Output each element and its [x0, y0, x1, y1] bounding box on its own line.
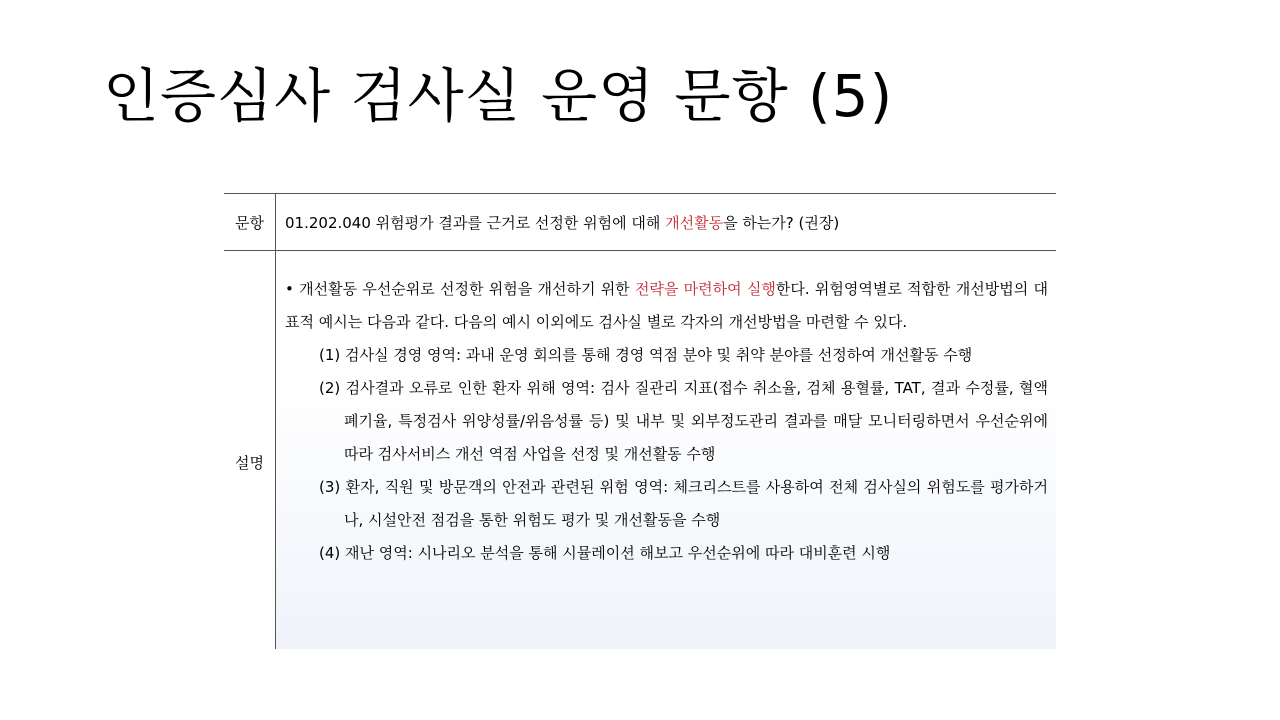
criteria-table: [224, 193, 1056, 649]
slide-title: 인증심사 검사실 운영 문항 (5): [103, 62, 894, 130]
description-row: [224, 251, 1056, 650]
item-label: 문항: [224, 194, 276, 251]
description-sub-item-3: (3) 환자, 직원 및 방문객의 안전과 관련된 위험 영역: 체크리스트를 사용하여 전체 검사실의 위험도를 평가하거나, 시설안전 점검을 통한 위험도 평가 및 개선활동을 수행: [319, 478, 1048, 529]
description-intro: [285, 273, 1048, 339]
description-sub-item-1: (1) 검사실 경영 영역: 과내 운영 회의를 통해 경영 역점 분야 및 취약 분야를 선정하여 개선활동 수행: [319, 346, 973, 364]
description-intro-highlight: 전략을 마련하여 실행: [634, 280, 776, 298]
item-text-suffix: 을 하는가? (권장): [723, 213, 840, 232]
item-text: [276, 194, 1057, 251]
criteria-table-image: [224, 193, 1056, 649]
description-sub-item-2: (2) 검사결과 오류로 인한 환자 위해 영역: 검사 질관리 지표(접수 취소율, 검체 용혈률, TAT, 결과 수정률, 혈액폐기율, 특정검사 위양성률/위음성률 등) 및 내부 및 외부정도관리 결과를 매달 모니터링하면서 우선순위에 따라 검사서비스 개선 역점 사업을 선정 및 개선활동 수행: [319, 379, 1048, 463]
item-text-highlight: 개선활동: [665, 213, 724, 232]
description-body: [276, 251, 1057, 650]
description-intro-suffix: 한다. 위험영역별로 적합한 개선방법의 대표적 예시는 다음과 같다. 다음의 예시 이외에도 검사실 별로 각자의 개선방법을 마련할 수 있다.: [285, 280, 1048, 331]
description-intro-prefix: • 개선활동 우선순위로 선정한 위험을 개선하기 위한: [285, 280, 635, 298]
description-sub-item-4: (4) 재난 영역: 시나리오 분석을 통해 시뮬레이션 해보고 우선순위에 따라 대비훈련 시행: [319, 544, 891, 562]
item-row: [224, 194, 1056, 251]
description-label: 설명: [224, 251, 276, 650]
item-text-prefix: 01.202.040 위험평가 결과를 근거로 선정한 위험에 대해: [285, 213, 666, 232]
